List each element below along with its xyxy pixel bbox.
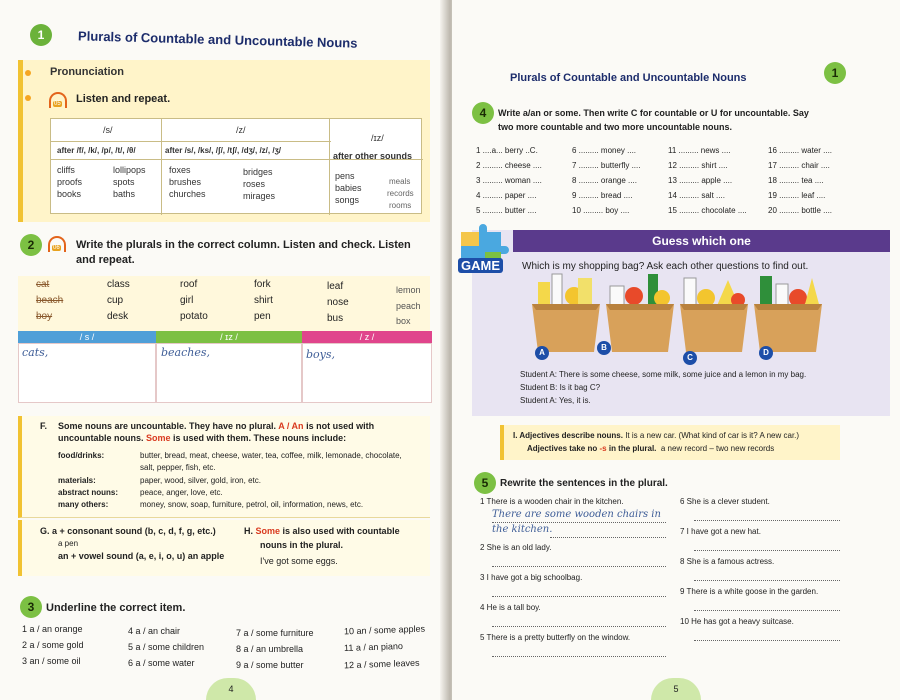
dialogue-line: Student A: There is some cheese, some milk, some juice and a lemon in my bag. (520, 370, 807, 379)
answer-line[interactable] (694, 610, 840, 611)
item[interactable]: 6 a / some water (128, 658, 195, 668)
word: mirages (243, 191, 276, 201)
word: roses (243, 179, 266, 189)
left-page (0, 0, 448, 700)
grammar-g-example: a pen (58, 539, 79, 548)
answer-s: cats, (22, 346, 49, 359)
item[interactable]: 9 ......... bread .... (572, 191, 633, 200)
exercise-5-number: 5 (474, 472, 496, 494)
word: desk (107, 311, 129, 322)
exercise-5-instruction: Rewrite the sentences in the plural. (500, 478, 668, 489)
item[interactable]: 2 a / some gold (22, 640, 84, 650)
answer-line[interactable] (492, 566, 666, 567)
word: leaf (327, 281, 344, 292)
shopping-bag-b[interactable] (604, 268, 676, 356)
word: spots (113, 177, 135, 187)
sentence: 2 She is an old lady. (480, 543, 552, 552)
subheader-iz: after /s/, /ks/, /ʃ/, /tʃ/, /dʒ/, /z/, /ʒ/ (165, 146, 281, 155)
word: box (396, 316, 411, 326)
item[interactable]: 1 a / an orange (22, 624, 83, 634)
game-badge-text: GAME (458, 258, 503, 273)
item[interactable]: 3 ......... woman .... (476, 176, 542, 185)
row-value: butter, bread, meat, cheese, water, tea, coffee, milk, lemonade, chocolate, (140, 451, 402, 460)
unit-title: Plurals of Countable and Uncountable Nouns (77, 28, 358, 51)
answer-line[interactable] (694, 580, 840, 581)
answer-line[interactable] (694, 520, 840, 521)
item[interactable]: 3 an / some oil (22, 656, 81, 666)
item[interactable]: 4 a / an chair (128, 626, 181, 636)
word: songs (335, 195, 360, 205)
item[interactable]: 14 ......... salt .... (668, 191, 725, 200)
grammar-letter-f: F. (40, 421, 48, 431)
answer-line[interactable] (492, 626, 666, 627)
grammar-f-line2: uncountable nouns. Some is used with them. These nouns include: (58, 433, 347, 443)
bag-label-c: C (683, 351, 697, 365)
sentence: 4 He is a tall boy. (480, 603, 541, 612)
word: girl (180, 295, 194, 306)
item[interactable]: 18 ......... tea .... (768, 176, 824, 185)
answer-line: the kitchen. (492, 524, 553, 535)
shopping-bag-c[interactable] (678, 268, 750, 356)
pronunciation-table (50, 118, 422, 214)
sentence: 7 I have got a new hat. (680, 527, 761, 536)
shopping-bag-a[interactable] (530, 268, 602, 356)
listen-instruction: Listen and repeat. (76, 93, 171, 105)
track-number: 06 (53, 245, 60, 251)
row-label: materials: (58, 476, 96, 485)
item[interactable]: 9 a / some butter (236, 660, 304, 670)
grammar-i-line1: I. Adjectives describe nouns. It is a new car. (What kind of car is it? A new car.) (513, 431, 800, 440)
answer-line[interactable] (694, 550, 840, 551)
row-value: paper, wood, silver, gold, iron, etc. (140, 476, 261, 485)
column-bar-iz: / ɪz / (156, 331, 302, 343)
item[interactable]: 11 ......... news .... (668, 146, 731, 155)
word-box (18, 276, 430, 331)
word: cat (36, 279, 50, 290)
item[interactable]: 13 ......... apple .... (668, 176, 733, 185)
page-number-left: 4 (206, 678, 256, 700)
row-label: abstract nouns: (58, 488, 119, 497)
bag-label-a: A (535, 346, 549, 360)
unit-number-badge: 1 (30, 24, 52, 46)
word: books (57, 189, 82, 199)
row-value: money, snow, soap, furniture, petrol, oil, information, news, etc. (140, 500, 364, 509)
sentence: 10 He has got a heavy suitcase. (680, 617, 794, 626)
track-number: 05 (54, 101, 61, 107)
item[interactable]: 11 a / an piano (343, 640, 404, 654)
header-iz: /z/ (236, 125, 246, 135)
exercise-4-number: 4 (472, 102, 494, 124)
dialogue-line: Student A: Yes, it is. (520, 396, 591, 405)
grammar-f-line1: Some nouns are uncountable. They have no plural. A / An is not used with (58, 421, 375, 431)
sentence: 9 There is a white goose in the garden. (680, 587, 819, 596)
sentence: 8 She is a famous actress. (680, 557, 775, 566)
word: fork (254, 279, 271, 290)
word: class (107, 279, 130, 290)
word: lemon (396, 285, 421, 295)
row-label: many others: (58, 500, 109, 509)
item[interactable]: 7 a / some furniture (236, 628, 314, 638)
grammar-h-line2: nouns in the plural. (260, 540, 343, 550)
item[interactable]: 12 ......... shirt .... (668, 161, 728, 170)
exercise-3-number: 3 (20, 596, 42, 618)
shopping-bag-d[interactable] (752, 268, 824, 356)
word: cliffs (57, 165, 75, 175)
answer-line[interactable] (550, 537, 666, 538)
word: foxes (169, 165, 191, 175)
column-bar-z: / z / (302, 331, 432, 343)
grammar-i-line2: Adjectives take no -s in the plural. a new record – two new records (527, 444, 775, 453)
item[interactable]: 5 ......... butter .... (476, 206, 537, 215)
item[interactable]: 19 ......... leaf .... (768, 191, 826, 200)
word: churches (169, 189, 206, 199)
pronunciation-title: Pronunciation (50, 66, 124, 78)
sentence: 1 There is a wooden chair in the kitchen. (480, 497, 624, 506)
item[interactable]: 10 ......... boy .... (572, 206, 630, 215)
row-label: food/drinks: (58, 451, 105, 460)
item[interactable]: 2 ......... cheese .... (476, 161, 542, 170)
item[interactable]: 4 ......... paper .... (476, 191, 537, 200)
grammar-g-title2: an + vowel sound (a, e, i, o, u) an apple (58, 551, 225, 561)
header-z: /ɪz/ (371, 133, 384, 143)
exercise-3-instruction: Underline the correct item. (46, 602, 186, 614)
item[interactable]: 20 ......... bottle .... (768, 206, 833, 215)
word: boy (36, 311, 53, 322)
answer-line[interactable] (492, 656, 666, 657)
bullet-icon (25, 95, 31, 101)
bag-label-b: B (597, 341, 611, 355)
item[interactable]: 17 ......... chair .... (768, 161, 830, 170)
game-question: Which is my shopping bag? Ask each other questions to find out. (522, 261, 809, 272)
word: shirt (254, 295, 273, 306)
answer-z: boys, (306, 348, 336, 361)
column-bar-s: / s / (18, 331, 156, 343)
word: bus (327, 313, 344, 324)
game-header: Guess which one (513, 230, 890, 252)
exercise-2-instruction: Write the plurals in the correct column. Listen and check. Listen and repeat. (76, 239, 411, 266)
bullet-icon (25, 70, 31, 76)
sentence: 6 She is a clever student. (680, 497, 770, 506)
word: peach (396, 301, 421, 311)
word: pen (254, 311, 271, 322)
item[interactable]: 8 ......... orange .... (572, 176, 637, 185)
exercise-4-instruction-1: Write a/an or some. Then write C for countable or U for uncountable. Say (498, 108, 809, 118)
word: potato (180, 311, 208, 322)
item[interactable]: 16 ......... water .... (768, 146, 833, 155)
grammar-h-example: I've got some eggs. (260, 556, 338, 566)
word: roof (180, 279, 198, 290)
answer-iz: beaches, (161, 346, 211, 359)
grammar-g-title: G. a + consonant sound (b, c, d, f, g, etc.) (40, 526, 216, 536)
word: bridges (243, 167, 273, 177)
answer-line: There are some wooden chairs in (492, 509, 661, 520)
row-value: salt, pepper, fish, etc. (140, 463, 216, 472)
word: cup (107, 295, 124, 306)
row-value: peace, anger, love, etc. (140, 488, 223, 497)
item[interactable]: 5 a / some children (128, 642, 205, 652)
sentence: 3 I have got a big schoolbag. (480, 573, 583, 582)
dialogue-line: Student B: Is it bag C? (520, 383, 601, 392)
word: pens (335, 171, 355, 181)
item[interactable]: 15 ......... chocolate .... (668, 206, 747, 215)
word: meals (389, 177, 411, 186)
exercise-2-number: 2 (20, 234, 42, 256)
item[interactable]: 12 a / some leaves (343, 657, 420, 671)
item[interactable]: 10 an / some apples (343, 623, 426, 637)
word: babies (335, 183, 362, 193)
bag-label-d: D (759, 346, 773, 360)
item[interactable]: 7 ......... butterfly .... (572, 161, 641, 170)
word: baths (113, 189, 136, 199)
sentence: 5 There is a pretty butterfly on the window. (480, 633, 631, 642)
item[interactable]: 1 ....a... berry ..C. (476, 146, 538, 155)
unit-title: Plurals of Countable and Uncountable Nouns (510, 72, 747, 84)
item[interactable]: 6 ......... money .... (572, 146, 637, 155)
unit-number-badge: 1 (824, 62, 846, 84)
subheader-z: after other sounds (333, 151, 413, 161)
word: lollipops (113, 165, 146, 175)
word: beach (36, 295, 64, 306)
answer-line[interactable] (694, 640, 840, 641)
word: rooms (389, 201, 412, 210)
word: proofs (57, 177, 83, 187)
header-s: /s/ (103, 125, 113, 135)
grammar-h-line1: H. Some is also used with countable (244, 526, 400, 536)
exercise-4-instruction-2: two more countable and two more uncountable nouns. (498, 122, 733, 132)
word: nose (327, 297, 349, 308)
word: brushes (169, 177, 202, 187)
answer-line[interactable] (492, 596, 666, 597)
word: records (387, 189, 414, 198)
page-number-right: 5 (651, 678, 701, 700)
subheader-s: after /f/, /k/, /p/, /t/, /θ/ (57, 146, 136, 155)
answer-line[interactable] (492, 522, 666, 523)
item[interactable]: 8 a / an umbrella (236, 644, 304, 654)
